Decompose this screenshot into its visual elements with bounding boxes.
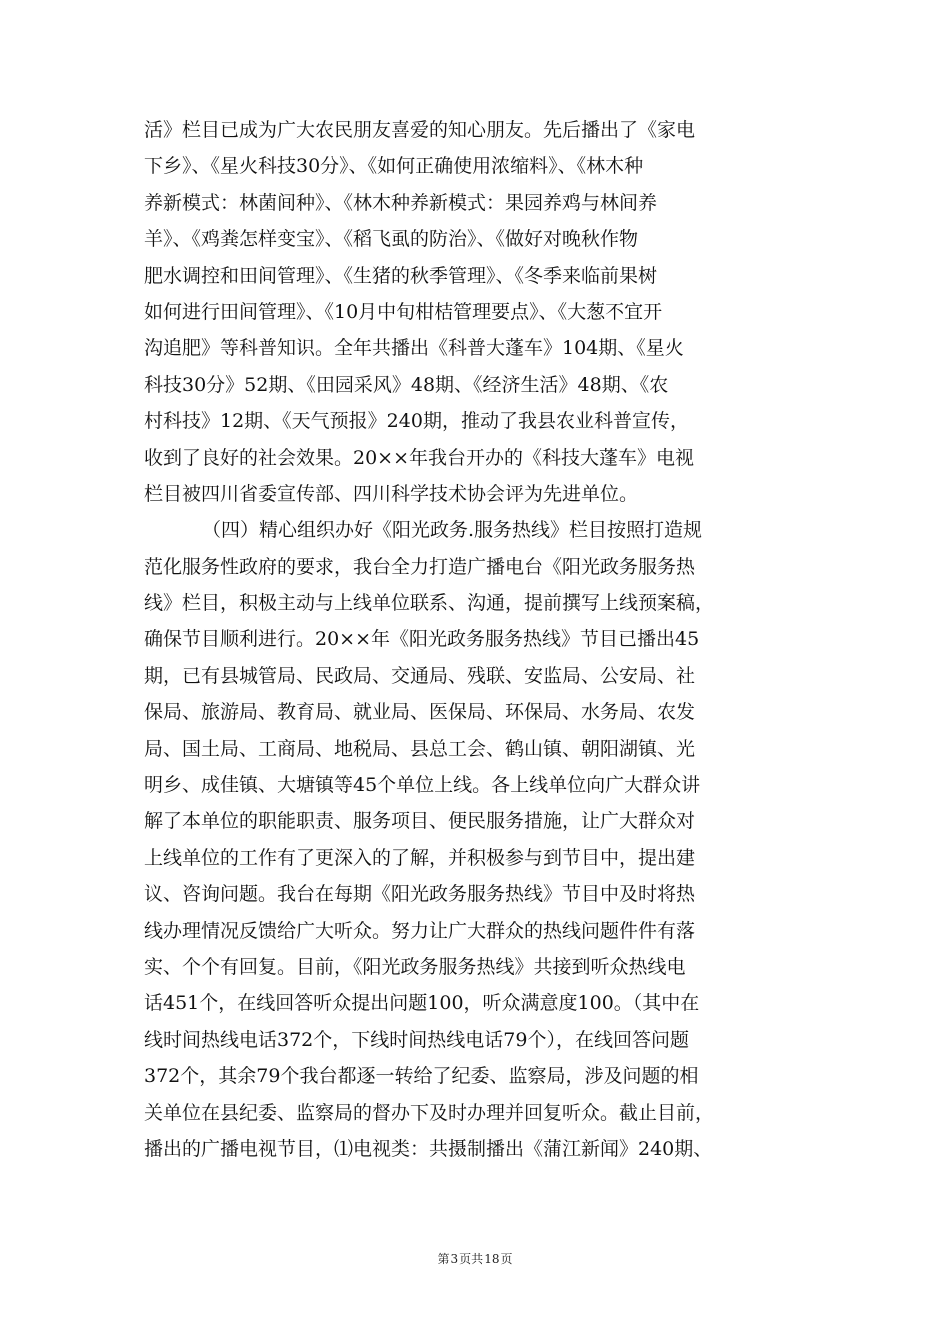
footer-suffix: 页 [500, 1252, 513, 1266]
text-line: 线时间热线电话372个，下线时间热线电话79个），在线回答问题 [144, 1028, 689, 1051]
text-line: 范化服务性政府的要求，我台全力打造广播电台《阳光政务服务热 [144, 555, 696, 578]
text-line: 如何进行田间管理》、《10月中旬柑桔管理要点》、《大葱不宜开 [144, 300, 663, 323]
text-line: 明乡、成佳镇、大塘镇等45个单位上线。各上线单位向广大群众讲 [144, 774, 701, 797]
page-footer [0, 1250, 950, 1267]
text-line: 活》栏目已成为广大农民朋友喜爱的知心朋友。先后播出了《家电 [144, 119, 696, 141]
text-line: 372个，其余79个我台都逐一转给了纪委、监察局，涉及问题的相 [144, 1065, 699, 1088]
section-heading-line: （四）精心组织办好《阳光政务.服务热线》栏目按照打造规 [202, 519, 703, 542]
text-line: 上线单位的工作有了更深入的了解，并积极参与到节目中，提出建 [144, 846, 696, 869]
text-line: 播出的广播电视节目，⑴电视类：共摄制播出《蒲江新闻》240期、 [144, 1137, 713, 1160]
text-line: 肥水调控和田间管理》、《生猪的秋季管理》、《冬季来临前果树 [144, 264, 658, 287]
text-line: 沟追肥》等科普知识。全年共播出《科普大蓬车》104期、《星火 [144, 337, 684, 360]
text-line: 关单位在县纪委、监察局的督办下及时办理并回复听众。截止目前， [144, 1101, 715, 1124]
text-line: 羊》、《鸡粪怎样变宝》、《稻飞虱的防治》、《做好对晚秋作物 [144, 228, 639, 251]
current-page-number: 3 [450, 1252, 459, 1266]
text-line: 话451个，在线回答听众提出问题100，听众满意度100。（其中在 [144, 992, 700, 1015]
body-text [144, 112, 824, 1167]
text-line: 确保节目顺利进行。20××年《阳光政务服务热线》节目已播出45 [144, 628, 700, 651]
text-line: 科技30分》52期、《田园采风》48期、《经济生活》48期、《农 [144, 373, 669, 396]
text-line: 线》栏目，积极主动与上线单位联系、沟通，提前撰写上线预案稿， [144, 592, 715, 615]
total-pages-number: 18 [484, 1252, 500, 1266]
text-line: 保局、旅游局、教育局、就业局、医保局、环保局、水务局、农发 [144, 701, 696, 724]
footer-prefix: 第 [437, 1252, 450, 1266]
text-line: 栏目被四川省委宣传部、四川科学技术协会评为先进单位。 [144, 482, 639, 505]
text-line: 期，已有县城管局、民政局、交通局、残联、安监局、公安局、社 [144, 664, 696, 687]
footer-middle: 页共 [459, 1252, 484, 1266]
text-line: 解了本单位的职能职责、服务项目、便民服务措施，让广大群众对 [144, 810, 696, 833]
text-line: 收到了良好的社会效果。20××年我台开办的《科技大蓬车》电视 [144, 446, 695, 469]
text-line: 实、个个有回复。目前，《阳光政务服务热线》共接到听众热线电 [144, 955, 686, 978]
text-line: 线办理情况反馈给广大听众。努力让广大群众的热线问题件件有落 [144, 919, 696, 942]
text-line: 养新模式：林菌间种》、《林木种养新模式：果园养鸡与林间养 [144, 191, 658, 214]
text-line: 下乡》、《星火科技30分》、《如何正确使用浓缩料》、《林木种 [144, 155, 644, 178]
text-line: 议、咨询问题。我台在每期《阳光政务服务热线》节目中及时将热 [144, 883, 696, 906]
text-line: 局、国土局、工商局、地税局、县总工会、鹤山镇、朝阳湖镇、光 [144, 737, 696, 760]
text-line: 村科技》12期、《天气预报》240期，推动了我县农业科普宣传， [144, 410, 689, 433]
